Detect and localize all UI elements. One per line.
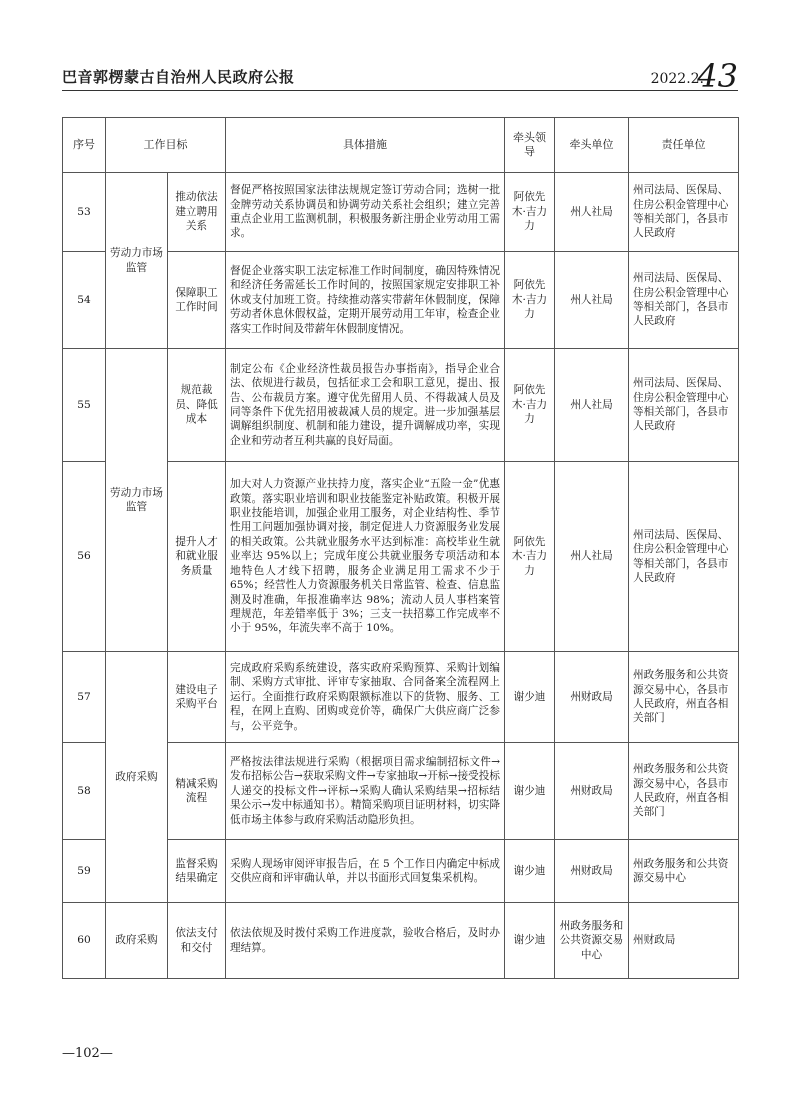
measure-text: 督促严格按照国家法律法规规定签订劳动合同；选树一批金牌劳动关系协调员和协调劳动关系社会组织；建立完善重点企业用工监测机制，积极服务新注册企业劳动用工需求。 [226, 173, 505, 252]
header-goal: 工作目标 [106, 118, 226, 173]
measure-text: 严格按法律法规进行采购（根据项目需求编制招标文件→发布招标公告→获取采购文件→专家抽取→开标→接受投标人递交的投标文件→评标→采购人确认采购结果→招标结果公示→发中标通知书）。精简采购项目证明材料，切实降低市场主体参与政府采购活动隐形负担。 [226, 743, 505, 840]
lead-person: 谢少迪 [505, 743, 555, 840]
measure-text: 制定公布《企业经济性裁员报告办事指南》，指导企业合法、依规进行裁员，包括征求工会和职工意见，提出、报告、公布裁员方案。遵守优先留用人员、不得裁减人员及同等条件下优先招用被裁减人员的规定。进一步加强基层调解组织制度、机制和能力建设，提升调解成功率，实现企业和劳动者互利共赢的良好局面。 [226, 349, 505, 462]
lead-person: 谢少迪 [505, 652, 555, 743]
measure-text: 采购人现场审阅评审报告后，在 5 个工作日内确定中标成交供应商和评审确认单，并以书面形式回复集采机构。 [226, 840, 505, 903]
table-row [63, 652, 739, 743]
lead-unit: 州人社局 [555, 462, 629, 652]
responsible-units: 州政务服务和公共资源交易中心，各县市人民政府，州直各相关部门 [629, 743, 739, 840]
sub-goal: 建设电子采购平台 [168, 652, 226, 743]
lead-unit: 州财政局 [555, 743, 629, 840]
lead-person: 阿依先木·吉力力 [505, 349, 555, 462]
sub-goal: 规范裁员、降低成本 [168, 349, 226, 462]
work-goal: 政府采购 [106, 903, 168, 979]
lead-unit: 州人社局 [555, 349, 629, 462]
table-row [63, 903, 739, 979]
measure-text: 督促企业落实职工法定标准工作时间制度，确因特殊情况和经济任务需延长工作时间的，按照国家规定安排职工补休或支付加班工资。持续推动落实带薪年休假制度，保障劳动者休息休假权益，定期开展劳动用工年审，检查企业落实工作时间及带薪年休假制度情况。 [226, 252, 505, 349]
responsible-units: 州司法局、医保局、住房公积金管理中心等相关部门，各县市人民政府 [629, 462, 739, 652]
header-num: 序号 [63, 118, 106, 173]
sub-goal: 监督采购结果确定 [168, 840, 226, 903]
responsible-units: 州财政局 [629, 903, 739, 979]
measures-table [62, 117, 739, 979]
lead-person: 谢少迪 [505, 840, 555, 903]
page-header [62, 57, 738, 95]
publication-title: 巴音郭楞蒙古自治州人民政府公报 [62, 68, 295, 86]
header-lead: 牵头领导 [505, 118, 555, 173]
work-goal: 劳动力市场监管 [106, 173, 168, 349]
header-unit: 牵头单位 [555, 118, 629, 173]
lead-unit: 州政务服务和公共资源交易中心 [555, 903, 629, 979]
measure-text: 加大对人力资源产业扶持力度，落实企业“五险一金”优惠政策。落实职业培训和职业技能鉴定补贴政策。积极开展职业技能培训，加强企业用工服务，对企业结构性、季节性用工问题加强协调对接，制定促进人力资源服务业发展的相关政策。公共就业服务水平达到标准：高校毕业生就业率达 95%以上；完成年度公共就业服务专项活动和本地特色人才线下招聘，服务企业满足用工需求不少于 65%；经营性人力资源服务机关日常监管、检查、信息监测及时准确，年报准确率达 98%；流动人员人事档案管理规范，年差错率低于 3%；三支一扶招募工作完成率不小于 95%，年流失率不高于 10%。 [226, 462, 505, 652]
header-resp: 责任单位 [629, 118, 739, 173]
sub-goal: 提升人才和就业服务质量 [168, 462, 226, 652]
lead-person: 阿依先木·吉力力 [505, 252, 555, 349]
measure-text: 完成政府采购系统建设，落实政府采购预算、采购计划编制、采购方式审批、评审专家抽取、合同备案全流程网上运行。全面推行政府采购限额标准以下的货物、服务、工程，在网上直购、团购或竞价等，确保广大供应商广泛参与，公平竞争。 [226, 652, 505, 743]
row-number: 58 [63, 743, 106, 840]
sub-goal: 保障职工工作时间 [168, 252, 226, 349]
row-number: 55 [63, 349, 106, 462]
table-row [63, 173, 739, 252]
issue-number: 2022.2. [650, 71, 704, 87]
page-footer: —102— [62, 1046, 113, 1061]
lead-person: 阿依先木·吉力力 [505, 173, 555, 252]
sub-goal: 精减采购流程 [168, 743, 226, 840]
row-number: 57 [63, 652, 106, 743]
row-number: 53 [63, 173, 106, 252]
work-goal: 劳动力市场监管 [106, 349, 168, 652]
lead-unit: 州人社局 [555, 173, 629, 252]
sub-goal: 依法支付和交付 [168, 903, 226, 979]
responsible-units: 州司法局、医保局、住房公积金管理中心等相关部门，各县市人民政府 [629, 252, 739, 349]
row-number: 60 [63, 903, 106, 979]
lead-person: 阿依先木·吉力力 [505, 462, 555, 652]
lead-unit: 州人社局 [555, 252, 629, 349]
row-number: 54 [63, 252, 106, 349]
row-number: 59 [63, 840, 106, 903]
responsible-units: 州政务服务和公共资源交易中心，各县市人民政府，州直各相关部门 [629, 652, 739, 743]
lead-unit: 州财政局 [555, 840, 629, 903]
sub-goal: 推动依法建立聘用关系 [168, 173, 226, 252]
row-number: 56 [63, 462, 106, 652]
work-goal: 政府采购 [106, 652, 168, 903]
responsible-units: 州政务服务和公共资源交易中心 [629, 840, 739, 903]
responsible-units: 州司法局、医保局、住房公积金管理中心等相关部门，各县市人民政府 [629, 349, 739, 462]
header-measure: 具体措施 [226, 118, 505, 173]
lead-unit: 州财政局 [555, 652, 629, 743]
responsible-units: 州司法局、医保局、住房公积金管理中心等相关部门，各县市人民政府 [629, 173, 739, 252]
table-row [63, 349, 739, 462]
measure-text: 依法依规及时拨付采购工作进度款，验收合格后，及时办理结算。 [226, 903, 505, 979]
issue-page-number: 43 [697, 57, 738, 95]
lead-person: 谢少迪 [505, 903, 555, 979]
table-header-row [63, 118, 739, 173]
